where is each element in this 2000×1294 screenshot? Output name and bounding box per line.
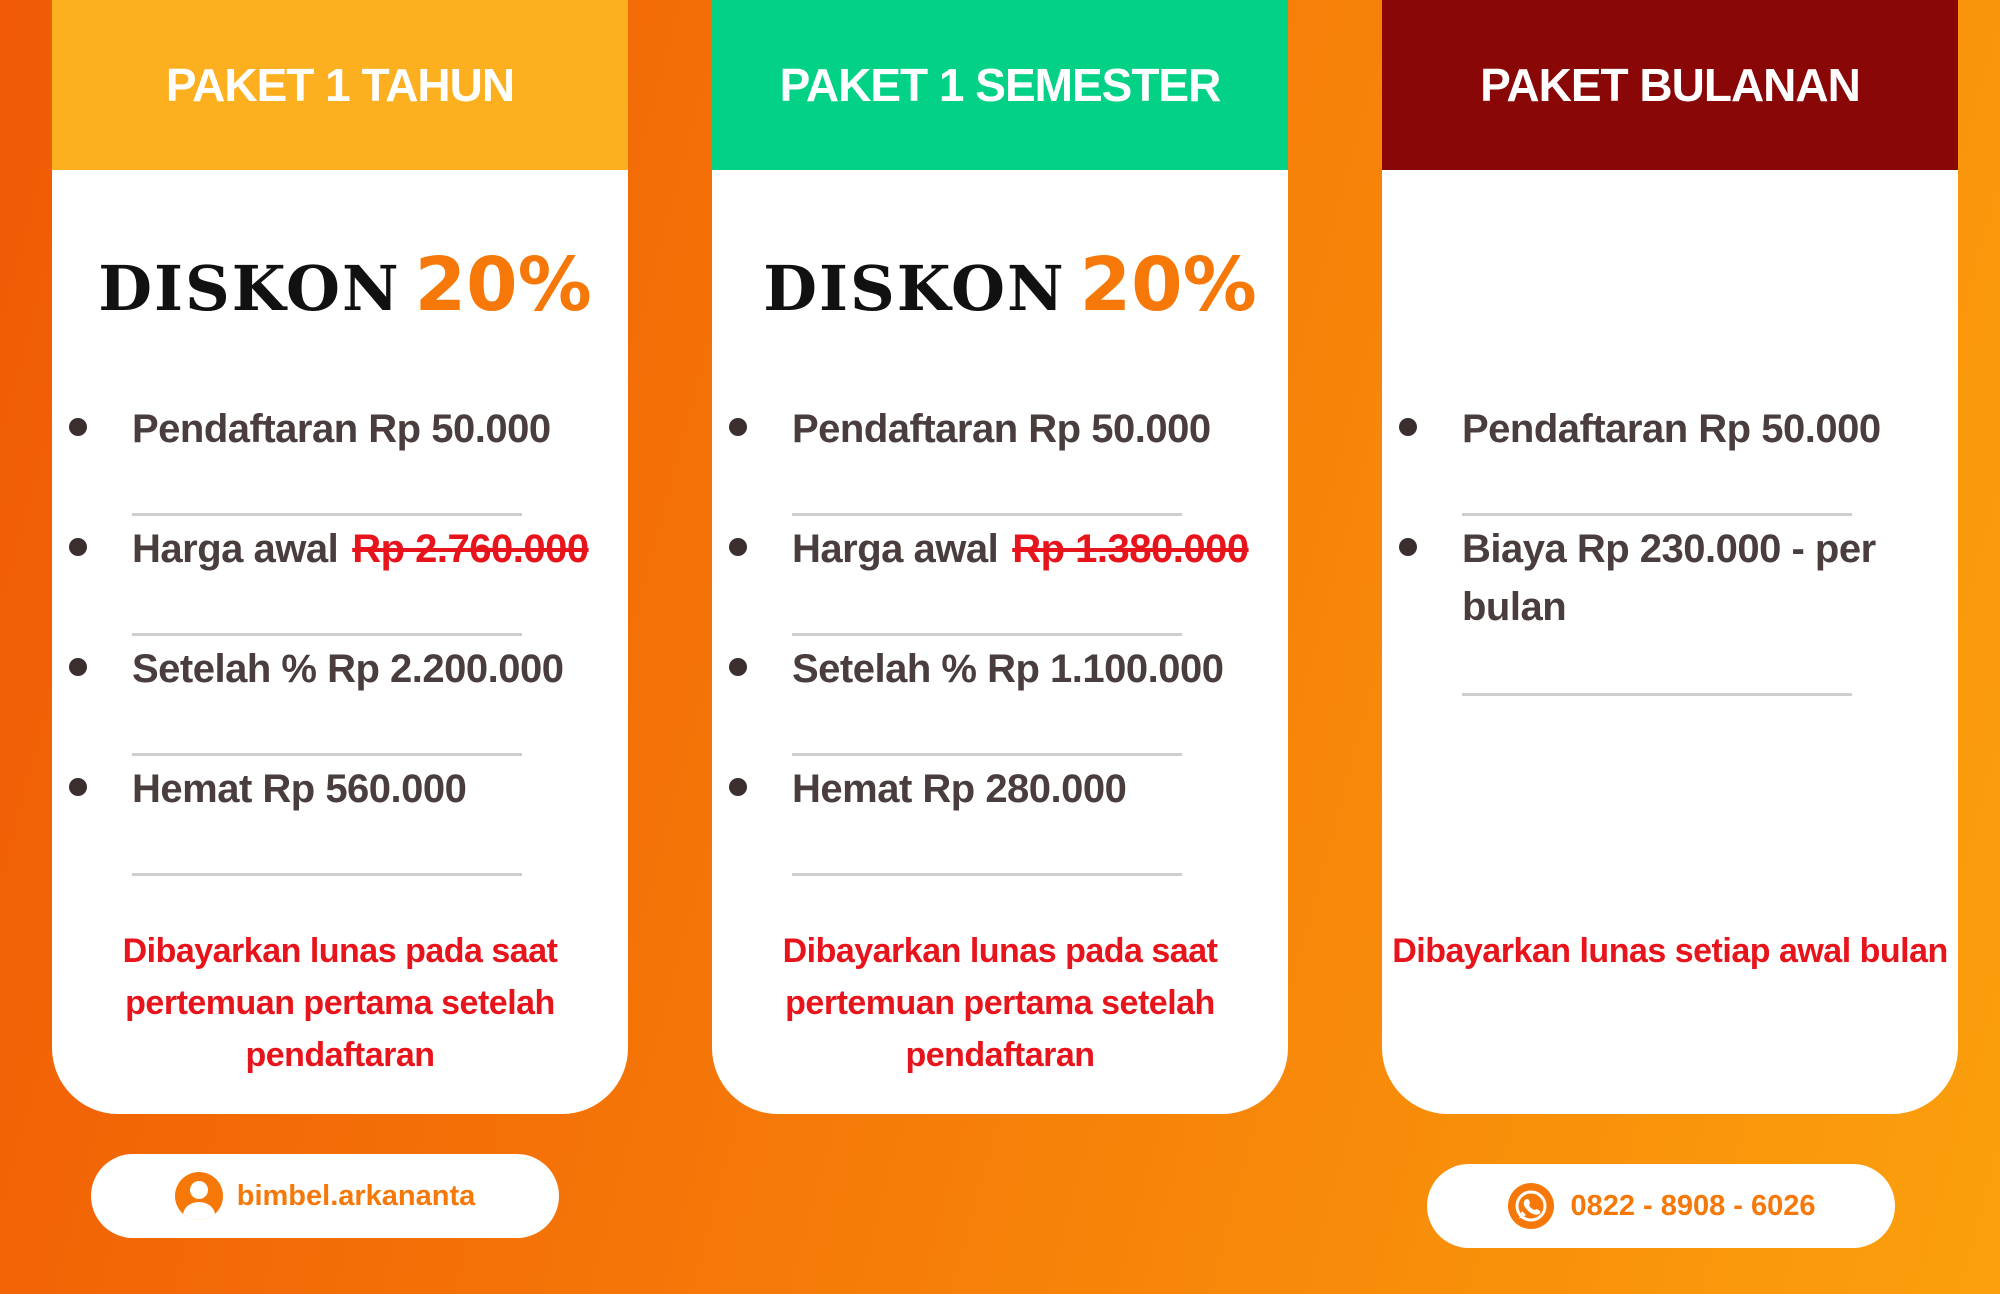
discount-label	[732, 242, 1288, 328]
bullet-icon	[729, 538, 747, 556]
list-item	[712, 520, 1288, 640]
user-icon	[175, 1172, 223, 1220]
feature-list	[52, 400, 628, 880]
item-text: Biaya Rp 230.000 - per bulan	[1462, 527, 1876, 629]
card-title: PAKET BULANAN	[1480, 59, 1860, 111]
item-label: Harga awal	[132, 527, 339, 571]
note-line: pendaftaran	[905, 1036, 1095, 1074]
item-text	[132, 520, 592, 578]
divider	[1462, 513, 1852, 516]
item-text: Setelah % Rp 1.100.000	[792, 647, 1224, 691]
divider	[132, 753, 522, 756]
divider	[792, 513, 1182, 516]
divider	[792, 873, 1182, 876]
bullet-icon	[1399, 538, 1417, 556]
card-paket-1-tahun	[52, 0, 628, 1114]
payment-note	[772, 925, 1228, 1081]
note-line: Dibayarkan lunas pada saat	[122, 932, 558, 970]
discount-percent: 20%	[1079, 242, 1257, 328]
instagram-handle: bimbel.arkananta	[236, 1179, 476, 1212]
card-header	[1382, 0, 1958, 170]
discount-word: DISKON	[763, 252, 1066, 325]
note-line: pertemuan pertama setelah	[125, 984, 555, 1022]
card-paket-bulanan	[1382, 0, 1958, 1114]
card-paket-1-semester	[712, 0, 1288, 1114]
bullet-icon	[69, 778, 87, 796]
payment-note	[1392, 925, 1948, 977]
note-line: pertemuan pertama setelah	[785, 984, 1215, 1022]
list-item	[712, 760, 1288, 880]
bullet-icon	[69, 418, 87, 436]
bullet-icon	[69, 538, 87, 556]
bullet-icon	[729, 778, 747, 796]
original-price: Rp 2.760.000	[352, 527, 589, 571]
original-price: Rp 1.380.000	[1012, 527, 1249, 571]
divider	[1462, 693, 1852, 696]
feature-list	[712, 400, 1288, 880]
list-item	[1382, 400, 1958, 520]
divider	[132, 633, 522, 636]
whatsapp-pill[interactable]	[1427, 1164, 1895, 1248]
discount-word: DISKON	[98, 252, 401, 325]
item-text: Pendaftaran Rp 50.000	[132, 407, 551, 451]
list-item	[52, 520, 628, 640]
bullet-icon	[729, 418, 747, 436]
item-text	[792, 520, 1252, 578]
card-title: PAKET 1 SEMESTER	[779, 59, 1221, 111]
bullet-icon	[1399, 418, 1417, 436]
divider	[792, 753, 1182, 756]
list-item	[712, 400, 1288, 520]
list-item	[52, 640, 628, 760]
bullet-icon	[69, 658, 87, 676]
discount-percent: 20%	[414, 242, 592, 328]
bullet-icon	[729, 658, 747, 676]
whatsapp-number: 0822 - 8908 - 6026	[1570, 1189, 1816, 1222]
instagram-pill[interactable]	[91, 1154, 559, 1238]
item-text: Hemat Rp 280.000	[792, 767, 1127, 811]
list-item	[1382, 520, 1958, 700]
list-item	[52, 400, 628, 520]
item-text: Pendaftaran Rp 50.000	[1462, 407, 1881, 451]
note-line: Dibayarkan lunas pada saat	[782, 932, 1218, 970]
item-label: Harga awal	[792, 527, 999, 571]
list-item	[52, 760, 628, 880]
discount-label	[62, 242, 628, 328]
list-item	[712, 640, 1288, 760]
item-text: Setelah % Rp 2.200.000	[132, 647, 564, 691]
divider	[792, 633, 1182, 636]
payment-note	[112, 925, 568, 1081]
card-header	[712, 0, 1288, 170]
note-line: Dibayarkan lunas setiap awal bulan	[1392, 932, 1948, 970]
card-header	[52, 0, 628, 170]
divider	[132, 873, 522, 876]
whatsapp-icon	[1506, 1181, 1556, 1231]
item-text: Hemat Rp 560.000	[132, 767, 467, 811]
card-title: PAKET 1 TAHUN	[165, 59, 515, 111]
feature-list	[1382, 400, 1958, 700]
item-text: Pendaftaran Rp 50.000	[792, 407, 1211, 451]
divider	[132, 513, 522, 516]
note-line: pendaftaran	[245, 1036, 435, 1074]
